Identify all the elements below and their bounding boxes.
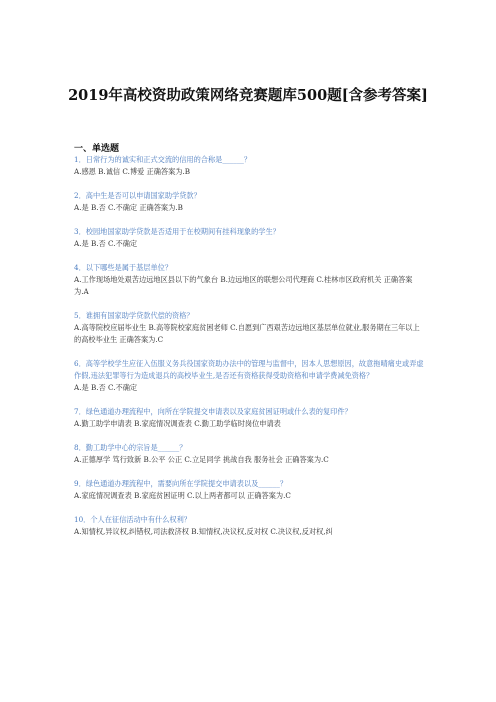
question-options: A.是 B.否 C.不确定 xyxy=(74,239,138,248)
question-options: A.是 B.否 C.不确定 xyxy=(74,383,138,392)
question-text: 6．高等学校学生应征入伍服义务兵役国家资助办法中的管理与监督中，因本人思想原因，故意拖晴痛史或弄虚作假,违法犯罪等行为造成退兵的高校毕业生,是否还有资格获得受助资格和申请学费减免资格？ xyxy=(74,359,424,380)
question-item xyxy=(74,190,424,214)
question-options: A.高等院校应届毕业生 B.高等院校家庭贫困老师 C.自愿到广西艰苦边远地区基层单位就业,服务期在三年以上的高校毕业生 正确答案为.C xyxy=(74,323,420,344)
question-item xyxy=(74,514,424,538)
question-item xyxy=(74,262,424,298)
question-text: 8．勤工助学中心的宗旨是______？ xyxy=(74,443,187,452)
question-text: 9．绿色通道办理流程中，需要向所在学院提交申请表以及______？ xyxy=(74,479,288,488)
question-options: A.感恩 B.诚信 C.博爱 正确答案为.B xyxy=(74,167,191,176)
question-options: A.是 B.否 C.不确定 正确答案为.B xyxy=(74,203,183,212)
question-text: 3．校园地国家助学贷款是否适用于在校期间有挂科现象的学生？ xyxy=(74,227,280,236)
question-text: 7．绿色通道办理流程中，向所在学院提交申请表以及家庭贫困证明或什么表的复印件？ xyxy=(74,407,352,416)
question-options: A.工作现场地处艰苦边远地区县以下的气象台 B.边远地区的联想公司代理商 C.桂林市区政府机关 正确答案为.A xyxy=(74,275,413,296)
question-item xyxy=(74,154,424,178)
question-item xyxy=(74,406,424,430)
question-list xyxy=(74,154,424,538)
question-item xyxy=(74,226,424,250)
question-text: 2．高中生是否可以申请国家助学贷款？ xyxy=(74,191,201,200)
question-text: 5．谁拥有国家助学贷款代偿的资格？ xyxy=(74,311,194,320)
question-text: 10．个人在征信活动中有什么权利？ xyxy=(74,515,191,524)
question-item xyxy=(74,310,424,346)
section-heading: 一、单选题 xyxy=(74,144,120,154)
question-item xyxy=(74,442,424,466)
question-options: A.正德厚学 笃行致新 B.公平 公正 C.立足同学 挑战自我 服务社会 正确答案为.C xyxy=(74,455,329,464)
question-item xyxy=(74,478,424,502)
question-options: A.家庭情况调查表 B.家庭贫困证明 C.以上两者都可以 正确答案为.C xyxy=(74,491,291,500)
question-text: 4．以下哪些是属于基层单位？ xyxy=(74,263,173,272)
question-options: A.勤工助学申请表 B.家庭情况调查表 C.勤工助学临时岗位申请表 xyxy=(74,419,281,428)
document-title: 2019年高校资助政策网络竞赛题库500题[含参考答案] xyxy=(68,87,428,104)
question-options: A.知情权,异议权,纠错权,司法救济权 B.知情权,决议权,反对权 C.决议权,反对权,纠 xyxy=(74,527,333,536)
question-text: 1．日常行为的诚实和正式交流的信用的合称是______？ xyxy=(74,155,252,164)
question-item xyxy=(74,358,424,394)
